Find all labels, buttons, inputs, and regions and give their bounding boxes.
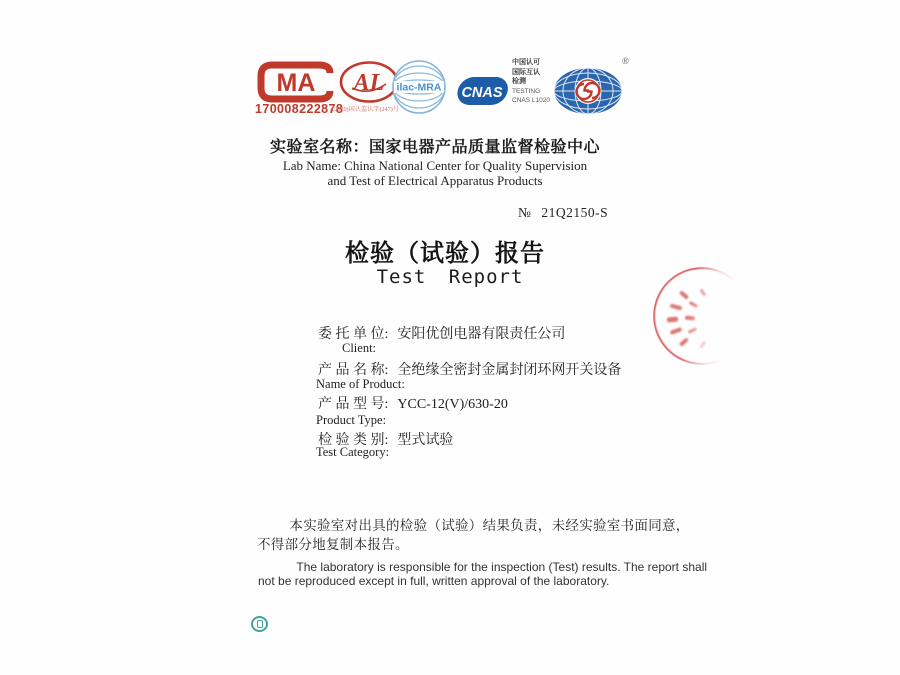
field-value: 型式试验 [397, 433, 454, 448]
teal-stamp-icon [251, 616, 268, 632]
field-label: 委 托 单 位: [318, 327, 389, 342]
cal-caption: (2020)国认监认字(247)号 [332, 106, 400, 113]
field-value: 全绝缘全密封金属封闭环网开关设备 [397, 363, 622, 378]
field-label: 产 品 名 称: [318, 363, 389, 378]
field-product-name-en: Name of Product: [316, 377, 405, 391]
statement-zh-line1: 本实验室对出具的检验（试验）结果负责，未经实验室书面同意， [289, 518, 690, 533]
accred-line-en2: CNAS L1020 [512, 97, 550, 104]
numero-sign: № [518, 205, 532, 220]
field-value: 安阳优创电器有限责任公司 [397, 327, 566, 342]
cma-certificate-number: 170008222878 [255, 102, 344, 116]
globe-logo-icon [551, 66, 625, 116]
report-title-en: Test Report [376, 266, 524, 288]
statement-en-line1: The laboratory is responsible for the inspection (Test) results. The report shall [296, 560, 708, 574]
ilac-mra-logo-icon [391, 58, 447, 116]
accred-line-zh2: 国际互认 [512, 68, 540, 76]
accred-line-en1: TESTING [512, 87, 541, 95]
field-label: 产 品 型 号: [318, 397, 389, 412]
field-value: YCC-12(V)/630-20 [397, 397, 508, 412]
cma-logo-icon [255, 60, 337, 104]
statement-en-line2: not be reproduced except in full, written approval of the laboratory. [258, 574, 610, 588]
field-client-zh [318, 323, 565, 343]
field-test-category-en: Test Category: [316, 445, 390, 459]
lab-name-en-line2: and Test of Electrical Apparatus Products [327, 173, 543, 188]
field-product-name-zh [318, 359, 621, 379]
svg-text:ilac-MRA: ilac-MRA [396, 81, 442, 94]
accred-line-zh1: 中国认可 [512, 59, 540, 66]
lab-name-zh: 实验室名称：国家电器产品质量监督检验中心 [269, 139, 600, 156]
accred-line-zh3: 检测 [512, 78, 526, 85]
lab-name-en-line1: Lab Name: China National Center for Quality Supervision [282, 158, 588, 173]
cnas-logo-icon [451, 72, 509, 112]
svg-text:MA: MA [276, 69, 316, 97]
field-client-en: Client: [342, 341, 377, 355]
field-product-type-zh [318, 393, 508, 413]
report-number-value: 21Q2150-S [541, 205, 609, 220]
red-circular-stamp [653, 267, 751, 365]
svg-text:CNAS: CNAS [461, 85, 503, 101]
field-label: 检 验 类 别: [318, 433, 389, 448]
report-title-zh: 检验（试验）报告 [345, 241, 545, 267]
report-number [518, 205, 608, 221]
field-product-type-en: Product Type: [316, 413, 387, 427]
svg-text:AL: AL [353, 70, 385, 96]
registered-trademark-icon: ® [622, 56, 629, 66]
statement-zh-line2: 不得部分地复制本报告。 [257, 537, 409, 552]
